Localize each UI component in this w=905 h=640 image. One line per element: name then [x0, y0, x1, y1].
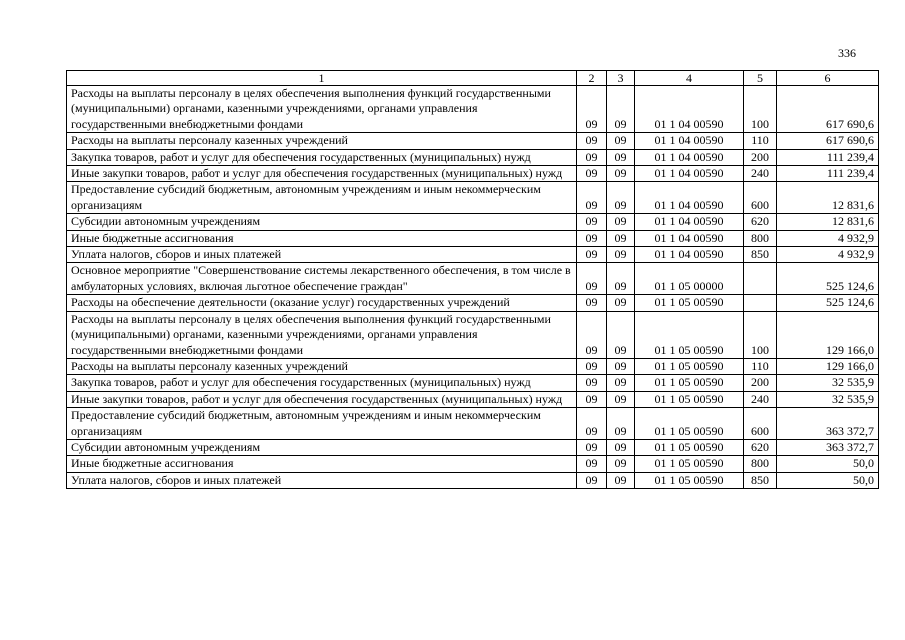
row-rz-cell: 09	[577, 214, 607, 230]
column-header: 3	[607, 71, 635, 86]
row-rz-cell: 09	[577, 182, 607, 214]
row-sum-cell: 363 372,7	[777, 439, 879, 455]
row-sum-cell: 4 932,9	[777, 230, 879, 246]
row-name-cell: Иные бюджетные ассигнования	[67, 456, 577, 472]
row-rz-cell: 09	[577, 408, 607, 440]
table-row	[67, 182, 879, 214]
row-sum-cell: 129 166,0	[777, 311, 879, 358]
table-body	[67, 86, 879, 489]
table-row	[67, 472, 879, 488]
row-name-cell: Расходы на выплаты персоналу в целях обеспечения выполнения функций государственными (муниципальными) органами, казенными учреждениями, органами управления государственными внебюджетными фондами	[67, 86, 577, 133]
row-sum-cell: 617 690,6	[777, 133, 879, 149]
table-row	[67, 375, 879, 391]
row-vr-cell: 240	[744, 391, 777, 407]
row-name-cell: Предоставление субсидий бюджетным, автономным учреждениям и иным некоммерческим организациям	[67, 408, 577, 440]
row-name-cell: Расходы на выплаты персоналу казенных учреждений	[67, 358, 577, 374]
row-csr-cell: 01 1 05 00590	[635, 391, 744, 407]
row-vr-cell	[744, 295, 777, 311]
row-pr-cell: 09	[607, 230, 635, 246]
row-name-cell: Предоставление субсидий бюджетным, автономным учреждениям и иным некоммерческим организациям	[67, 182, 577, 214]
row-name-cell: Основное мероприятие "Совершенствование системы лекарственного обеспечения, в том числе в амбулаторных условиях, включая льготное обеспечение граждан"	[67, 263, 577, 295]
table-row	[67, 263, 879, 295]
row-csr-cell: 01 1 05 00590	[635, 375, 744, 391]
row-vr-cell: 110	[744, 358, 777, 374]
row-vr-cell: 240	[744, 166, 777, 182]
column-header: 1	[67, 71, 577, 86]
row-csr-cell: 01 1 04 00590	[635, 214, 744, 230]
row-csr-cell: 01 1 04 00590	[635, 133, 744, 149]
row-csr-cell: 01 1 05 00590	[635, 408, 744, 440]
row-pr-cell: 09	[607, 375, 635, 391]
row-vr-cell: 100	[744, 311, 777, 358]
row-name-cell: Расходы на обеспечение деятельности (оказание услуг) государственных учреждений	[67, 295, 577, 311]
row-vr-cell: 850	[744, 247, 777, 263]
column-header: 4	[635, 71, 744, 86]
table-row	[67, 214, 879, 230]
row-name-cell: Субсидии автономным учреждениям	[67, 214, 577, 230]
row-sum-cell: 50,0	[777, 472, 879, 488]
row-name-cell: Расходы на выплаты персоналу в целях обеспечения выполнения функций государственными (муниципальными) органами, казенными учреждениями, органами управления государственными внебюджетными фондами	[67, 311, 577, 358]
row-rz-cell: 09	[577, 133, 607, 149]
row-name-cell: Закупка товаров, работ и услуг для обеспечения государственных (муниципальных) нужд	[67, 375, 577, 391]
row-name-cell: Иные закупки товаров, работ и услуг для обеспечения государственных (муниципальных) нужд	[67, 166, 577, 182]
row-pr-cell: 09	[607, 456, 635, 472]
row-sum-cell: 111 239,4	[777, 166, 879, 182]
row-sum-cell: 32 535,9	[777, 391, 879, 407]
table-row	[67, 295, 879, 311]
row-sum-cell: 525 124,6	[777, 295, 879, 311]
row-name-cell: Уплата налогов, сборов и иных платежей	[67, 247, 577, 263]
row-sum-cell: 12 831,6	[777, 214, 879, 230]
row-rz-cell: 09	[577, 311, 607, 358]
row-pr-cell: 09	[607, 311, 635, 358]
row-rz-cell: 09	[577, 295, 607, 311]
row-pr-cell: 09	[607, 263, 635, 295]
page-number: 336	[838, 46, 856, 60]
table-row	[67, 311, 879, 358]
row-csr-cell: 01 1 04 00590	[635, 86, 744, 133]
row-pr-cell: 09	[607, 391, 635, 407]
row-vr-cell: 620	[744, 439, 777, 455]
row-sum-cell: 4 932,9	[777, 247, 879, 263]
row-csr-cell: 01 1 05 00590	[635, 311, 744, 358]
row-name-cell: Расходы на выплаты персоналу казенных учреждений	[67, 133, 577, 149]
row-vr-cell: 620	[744, 214, 777, 230]
row-pr-cell: 09	[607, 182, 635, 214]
row-sum-cell: 363 372,7	[777, 408, 879, 440]
row-rz-cell: 09	[577, 247, 607, 263]
row-vr-cell: 100	[744, 86, 777, 133]
row-pr-cell: 09	[607, 295, 635, 311]
row-vr-cell: 200	[744, 149, 777, 165]
table-row	[67, 133, 879, 149]
row-vr-cell	[744, 263, 777, 295]
table-header-row	[67, 71, 879, 86]
row-csr-cell: 01 1 05 00590	[635, 439, 744, 455]
row-sum-cell: 525 124,6	[777, 263, 879, 295]
row-rz-cell: 09	[577, 86, 607, 133]
row-rz-cell: 09	[577, 439, 607, 455]
row-sum-cell: 32 535,9	[777, 375, 879, 391]
table-row	[67, 408, 879, 440]
row-sum-cell: 50,0	[777, 456, 879, 472]
row-vr-cell: 200	[744, 375, 777, 391]
row-pr-cell: 09	[607, 214, 635, 230]
row-csr-cell: 01 1 04 00590	[635, 247, 744, 263]
row-rz-cell: 09	[577, 166, 607, 182]
row-pr-cell: 09	[607, 166, 635, 182]
row-sum-cell: 111 239,4	[777, 149, 879, 165]
column-header: 5	[744, 71, 777, 86]
table-row	[67, 456, 879, 472]
row-vr-cell: 850	[744, 472, 777, 488]
column-header: 2	[577, 71, 607, 86]
column-header: 6	[777, 71, 879, 86]
row-rz-cell: 09	[577, 456, 607, 472]
row-pr-cell: 09	[607, 408, 635, 440]
row-rz-cell: 09	[577, 391, 607, 407]
row-vr-cell: 600	[744, 408, 777, 440]
row-name-cell: Иные закупки товаров, работ и услуг для обеспечения государственных (муниципальных) нужд	[67, 391, 577, 407]
table-row	[67, 439, 879, 455]
row-name-cell: Уплата налогов, сборов и иных платежей	[67, 472, 577, 488]
row-csr-cell: 01 1 04 00590	[635, 149, 744, 165]
row-name-cell: Иные бюджетные ассигнования	[67, 230, 577, 246]
row-rz-cell: 09	[577, 230, 607, 246]
table-row	[67, 149, 879, 165]
row-vr-cell: 800	[744, 230, 777, 246]
table-row	[67, 247, 879, 263]
row-sum-cell: 617 690,6	[777, 86, 879, 133]
budget-table	[66, 70, 879, 489]
table-row	[67, 391, 879, 407]
row-csr-cell: 01 1 05 00590	[635, 295, 744, 311]
row-pr-cell: 09	[607, 358, 635, 374]
row-sum-cell: 12 831,6	[777, 182, 879, 214]
row-sum-cell: 129 166,0	[777, 358, 879, 374]
row-vr-cell: 800	[744, 456, 777, 472]
table-row	[67, 166, 879, 182]
row-csr-cell: 01 1 05 00590	[635, 472, 744, 488]
row-vr-cell: 600	[744, 182, 777, 214]
table-row	[67, 86, 879, 133]
row-pr-cell: 09	[607, 472, 635, 488]
table-row	[67, 230, 879, 246]
row-pr-cell: 09	[607, 149, 635, 165]
row-rz-cell: 09	[577, 263, 607, 295]
row-csr-cell: 01 1 05 00000	[635, 263, 744, 295]
row-name-cell: Субсидии автономным учреждениям	[67, 439, 577, 455]
row-csr-cell: 01 1 05 00590	[635, 358, 744, 374]
row-csr-cell: 01 1 04 00590	[635, 166, 744, 182]
row-rz-cell: 09	[577, 472, 607, 488]
row-csr-cell: 01 1 04 00590	[635, 182, 744, 214]
table-row	[67, 358, 879, 374]
row-pr-cell: 09	[607, 133, 635, 149]
row-pr-cell: 09	[607, 86, 635, 133]
row-rz-cell: 09	[577, 149, 607, 165]
row-pr-cell: 09	[607, 247, 635, 263]
row-vr-cell: 110	[744, 133, 777, 149]
row-csr-cell: 01 1 04 00590	[635, 230, 744, 246]
row-rz-cell: 09	[577, 375, 607, 391]
row-rz-cell: 09	[577, 358, 607, 374]
row-pr-cell: 09	[607, 439, 635, 455]
row-csr-cell: 01 1 05 00590	[635, 456, 744, 472]
row-name-cell: Закупка товаров, работ и услуг для обеспечения государственных (муниципальных) нужд	[67, 149, 577, 165]
